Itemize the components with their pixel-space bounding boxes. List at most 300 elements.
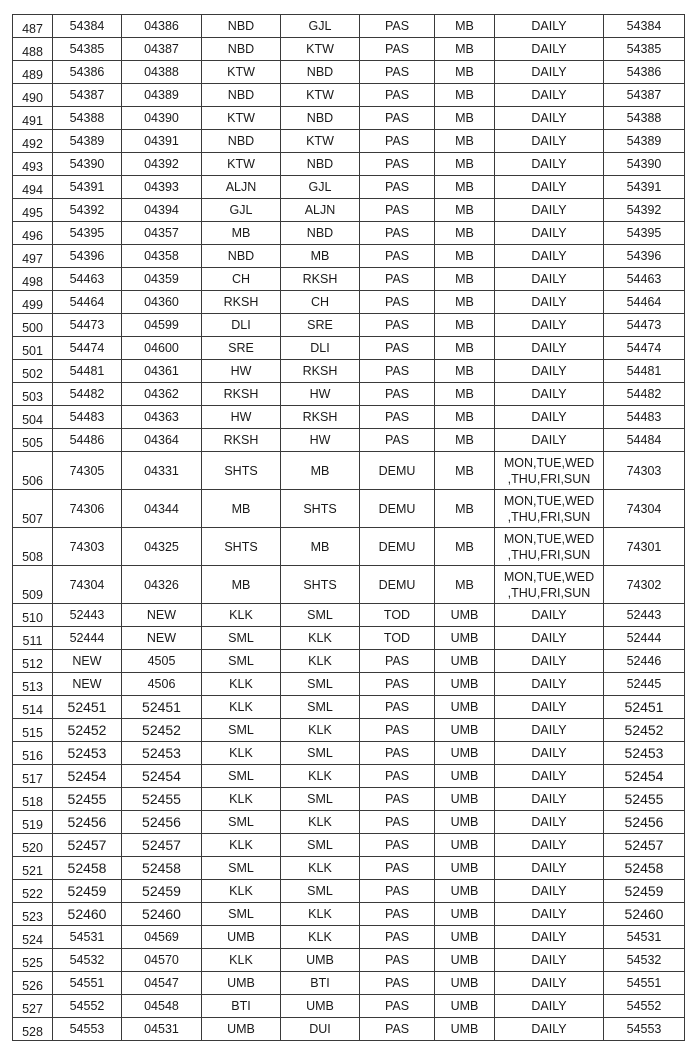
from-station-cell: KTW: [202, 107, 281, 130]
old-train-number-cell: 04531: [122, 1018, 202, 1041]
new-train-number-cell: 54387: [604, 84, 685, 107]
train-number-cell: 54532: [53, 949, 122, 972]
train-type-cell: PAS: [360, 383, 435, 406]
new-train-number-cell: 54481: [604, 360, 685, 383]
table-row: [13, 153, 685, 176]
from-station-cell: SML: [202, 903, 281, 926]
days-of-run-cell: DAILY: [495, 291, 604, 314]
new-train-number-cell: 52459: [604, 880, 685, 903]
days-of-run-cell: MON,TUE,WED ,THU,FRI,SUN: [495, 490, 604, 528]
days-of-run-cell: DAILY: [495, 880, 604, 903]
new-train-number-cell: 54551: [604, 972, 685, 995]
table-row: [13, 903, 685, 926]
days-of-run-cell: DAILY: [495, 38, 604, 61]
from-station-cell: NBD: [202, 38, 281, 61]
table-row: [13, 673, 685, 696]
zone-cell: UMB: [435, 880, 495, 903]
days-of-run-cell: DAILY: [495, 926, 604, 949]
serial-number-cell: 520: [13, 834, 53, 857]
zone-cell: MB: [435, 490, 495, 528]
from-station-cell: NBD: [202, 130, 281, 153]
serial-number-cell: 511: [13, 627, 53, 650]
table-row: [13, 834, 685, 857]
serial-number-cell: 490: [13, 84, 53, 107]
from-station-cell: SHTS: [202, 452, 281, 490]
days-of-run-cell: DAILY: [495, 719, 604, 742]
old-train-number-cell: 4505: [122, 650, 202, 673]
zone-cell: UMB: [435, 811, 495, 834]
to-station-cell: NBD: [281, 153, 360, 176]
old-train-number-cell: 52459: [122, 880, 202, 903]
train-number-cell: 74306: [53, 490, 122, 528]
to-station-cell: UMB: [281, 995, 360, 1018]
to-station-cell: KLK: [281, 765, 360, 788]
train-type-cell: PAS: [360, 15, 435, 38]
days-of-run-cell: DAILY: [495, 972, 604, 995]
train-type-cell: PAS: [360, 742, 435, 765]
train-number-cell: 74303: [53, 528, 122, 566]
table-row: [13, 627, 685, 650]
train-type-cell: TOD: [360, 604, 435, 627]
train-type-cell: PAS: [360, 199, 435, 222]
from-station-cell: SRE: [202, 337, 281, 360]
old-train-number-cell: 04392: [122, 153, 202, 176]
old-train-number-cell: 52455: [122, 788, 202, 811]
train-number-cell: 54486: [53, 429, 122, 452]
from-station-cell: UMB: [202, 972, 281, 995]
old-train-number-cell: 04393: [122, 176, 202, 199]
from-station-cell: HW: [202, 406, 281, 429]
new-train-number-cell: 54396: [604, 245, 685, 268]
table-row: [13, 245, 685, 268]
zone-cell: UMB: [435, 650, 495, 673]
days-of-run-cell: DAILY: [495, 811, 604, 834]
new-train-number-cell: 54388: [604, 107, 685, 130]
serial-number-cell: 492: [13, 130, 53, 153]
from-station-cell: SML: [202, 627, 281, 650]
to-station-cell: CH: [281, 291, 360, 314]
zone-cell: UMB: [435, 627, 495, 650]
days-of-run-cell: DAILY: [495, 383, 604, 406]
train-type-cell: PAS: [360, 673, 435, 696]
days-of-run-cell: DAILY: [495, 176, 604, 199]
from-station-cell: UMB: [202, 926, 281, 949]
table-row: [13, 788, 685, 811]
train-number-cell: 74305: [53, 452, 122, 490]
old-train-number-cell: NEW: [122, 604, 202, 627]
new-train-number-cell: 74304: [604, 490, 685, 528]
zone-cell: MB: [435, 429, 495, 452]
new-train-number-cell: 54484: [604, 429, 685, 452]
serial-number-cell: 498: [13, 268, 53, 291]
zone-cell: UMB: [435, 972, 495, 995]
serial-number-cell: 526: [13, 972, 53, 995]
train-type-cell: DEMU: [360, 566, 435, 604]
new-train-number-cell: 54395: [604, 222, 685, 245]
zone-cell: UMB: [435, 788, 495, 811]
old-train-number-cell: 04326: [122, 566, 202, 604]
days-of-run-cell: DAILY: [495, 604, 604, 627]
to-station-cell: SML: [281, 880, 360, 903]
new-train-number-cell: 74303: [604, 452, 685, 490]
new-train-number-cell: 52455: [604, 788, 685, 811]
to-station-cell: SML: [281, 604, 360, 627]
new-train-number-cell: 54391: [604, 176, 685, 199]
serial-number-cell: 525: [13, 949, 53, 972]
table-row: [13, 268, 685, 291]
train-type-cell: PAS: [360, 38, 435, 61]
zone-cell: MB: [435, 268, 495, 291]
serial-number-cell: 516: [13, 742, 53, 765]
table-row: [13, 84, 685, 107]
days-of-run-cell: MON,TUE,WED ,THU,FRI,SUN: [495, 528, 604, 566]
zone-cell: MB: [435, 84, 495, 107]
days-of-run-cell: MON,TUE,WED ,THU,FRI,SUN: [495, 452, 604, 490]
to-station-cell: RKSH: [281, 268, 360, 291]
new-train-number-cell: 54385: [604, 38, 685, 61]
to-station-cell: KTW: [281, 38, 360, 61]
train-type-cell: TOD: [360, 627, 435, 650]
table-row: [13, 199, 685, 222]
new-train-number-cell: 52456: [604, 811, 685, 834]
serial-number-cell: 488: [13, 38, 53, 61]
old-train-number-cell: 04388: [122, 61, 202, 84]
old-train-number-cell: 04344: [122, 490, 202, 528]
to-station-cell: HW: [281, 383, 360, 406]
zone-cell: MB: [435, 107, 495, 130]
table-row: [13, 383, 685, 406]
zone-cell: MB: [435, 222, 495, 245]
serial-number-cell: 515: [13, 719, 53, 742]
table-row: [13, 742, 685, 765]
old-train-number-cell: 04394: [122, 199, 202, 222]
to-station-cell: NBD: [281, 222, 360, 245]
new-train-number-cell: 74301: [604, 528, 685, 566]
serial-number-cell: 504: [13, 406, 53, 429]
from-station-cell: MB: [202, 490, 281, 528]
zone-cell: MB: [435, 130, 495, 153]
old-train-number-cell: 04386: [122, 15, 202, 38]
zone-cell: UMB: [435, 834, 495, 857]
table-row: [13, 528, 685, 566]
to-station-cell: MB: [281, 528, 360, 566]
train-type-cell: PAS: [360, 972, 435, 995]
from-station-cell: SHTS: [202, 528, 281, 566]
to-station-cell: RKSH: [281, 406, 360, 429]
old-train-number-cell: 04391: [122, 130, 202, 153]
new-train-number-cell: 52453: [604, 742, 685, 765]
train-type-cell: PAS: [360, 429, 435, 452]
serial-number-cell: 487: [13, 15, 53, 38]
train-number-cell: 54395: [53, 222, 122, 245]
table-row: [13, 337, 685, 360]
train-type-cell: PAS: [360, 406, 435, 429]
zone-cell: MB: [435, 360, 495, 383]
old-train-number-cell: 04570: [122, 949, 202, 972]
from-station-cell: KLK: [202, 880, 281, 903]
old-train-number-cell: 04548: [122, 995, 202, 1018]
new-train-number-cell: 52451: [604, 696, 685, 719]
table-row: [13, 61, 685, 84]
days-of-run-cell: DAILY: [495, 130, 604, 153]
new-train-number-cell: 52452: [604, 719, 685, 742]
zone-cell: MB: [435, 153, 495, 176]
train-type-cell: PAS: [360, 153, 435, 176]
old-train-number-cell: 04569: [122, 926, 202, 949]
days-of-run-cell: DAILY: [495, 406, 604, 429]
serial-number-cell: 500: [13, 314, 53, 337]
serial-number-cell: 499: [13, 291, 53, 314]
days-of-run-cell: DAILY: [495, 61, 604, 84]
train-number-cell: 52453: [53, 742, 122, 765]
train-number-cell: NEW: [53, 650, 122, 673]
old-train-number-cell: 52454: [122, 765, 202, 788]
from-station-cell: KLK: [202, 673, 281, 696]
from-station-cell: KLK: [202, 834, 281, 857]
serial-number-cell: 518: [13, 788, 53, 811]
train-type-cell: PAS: [360, 291, 435, 314]
zone-cell: MB: [435, 528, 495, 566]
days-of-run-cell: DAILY: [495, 84, 604, 107]
train-number-cell: 54389: [53, 130, 122, 153]
table-row: [13, 490, 685, 528]
to-station-cell: BTI: [281, 972, 360, 995]
new-train-number-cell: 54384: [604, 15, 685, 38]
zone-cell: UMB: [435, 857, 495, 880]
serial-number-cell: 528: [13, 1018, 53, 1041]
train-number-cell: 54551: [53, 972, 122, 995]
serial-number-cell: 505: [13, 429, 53, 452]
train-type-cell: PAS: [360, 130, 435, 153]
from-station-cell: KLK: [202, 604, 281, 627]
train-number-cell: 52459: [53, 880, 122, 903]
days-of-run-cell: DAILY: [495, 627, 604, 650]
zone-cell: UMB: [435, 949, 495, 972]
train-number-cell: 52452: [53, 719, 122, 742]
train-number-cell: 54387: [53, 84, 122, 107]
train-type-cell: PAS: [360, 880, 435, 903]
to-station-cell: KLK: [281, 857, 360, 880]
train-number-cell: 54473: [53, 314, 122, 337]
zone-cell: MB: [435, 15, 495, 38]
train-number-cell: 52444: [53, 627, 122, 650]
train-number-cell: 54385: [53, 38, 122, 61]
old-train-number-cell: 04331: [122, 452, 202, 490]
table-row: [13, 176, 685, 199]
old-train-number-cell: NEW: [122, 627, 202, 650]
to-station-cell: NBD: [281, 107, 360, 130]
serial-number-cell: 517: [13, 765, 53, 788]
days-of-run-cell: DAILY: [495, 696, 604, 719]
serial-number-cell: 523: [13, 903, 53, 926]
zone-cell: UMB: [435, 604, 495, 627]
from-station-cell: GJL: [202, 199, 281, 222]
train-type-cell: PAS: [360, 788, 435, 811]
to-station-cell: UMB: [281, 949, 360, 972]
days-of-run-cell: DAILY: [495, 222, 604, 245]
from-station-cell: HW: [202, 360, 281, 383]
zone-cell: MB: [435, 176, 495, 199]
days-of-run-cell: DAILY: [495, 788, 604, 811]
old-train-number-cell: 04364: [122, 429, 202, 452]
train-type-cell: PAS: [360, 61, 435, 84]
table-row: [13, 222, 685, 245]
days-of-run-cell: DAILY: [495, 995, 604, 1018]
zone-cell: UMB: [435, 765, 495, 788]
serial-number-cell: 507: [13, 490, 53, 528]
table-row: [13, 765, 685, 788]
from-station-cell: SML: [202, 811, 281, 834]
train-type-cell: PAS: [360, 949, 435, 972]
train-number-cell: 54388: [53, 107, 122, 130]
to-station-cell: SML: [281, 673, 360, 696]
to-station-cell: DUI: [281, 1018, 360, 1041]
train-number-cell: 54392: [53, 199, 122, 222]
new-train-number-cell: 52445: [604, 673, 685, 696]
zone-cell: MB: [435, 383, 495, 406]
days-of-run-cell: DAILY: [495, 765, 604, 788]
serial-number-cell: 519: [13, 811, 53, 834]
zone-cell: MB: [435, 245, 495, 268]
to-station-cell: KLK: [281, 903, 360, 926]
new-train-number-cell: 52444: [604, 627, 685, 650]
days-of-run-cell: DAILY: [495, 15, 604, 38]
table-row: [13, 566, 685, 604]
train-type-cell: PAS: [360, 107, 435, 130]
to-station-cell: SML: [281, 788, 360, 811]
to-station-cell: SML: [281, 834, 360, 857]
from-station-cell: MB: [202, 222, 281, 245]
serial-number-cell: 524: [13, 926, 53, 949]
days-of-run-cell: DAILY: [495, 314, 604, 337]
to-station-cell: SRE: [281, 314, 360, 337]
table-row: [13, 314, 685, 337]
serial-number-cell: 506: [13, 452, 53, 490]
train-type-cell: PAS: [360, 696, 435, 719]
days-of-run-cell: DAILY: [495, 857, 604, 880]
from-station-cell: SML: [202, 857, 281, 880]
train-type-cell: PAS: [360, 650, 435, 673]
days-of-run-cell: DAILY: [495, 245, 604, 268]
train-type-cell: PAS: [360, 834, 435, 857]
old-train-number-cell: 04360: [122, 291, 202, 314]
new-train-number-cell: 54553: [604, 1018, 685, 1041]
train-type-cell: PAS: [360, 337, 435, 360]
train-number-cell: 54390: [53, 153, 122, 176]
table-row: [13, 719, 685, 742]
train-type-cell: PAS: [360, 84, 435, 107]
train-number-cell: 52455: [53, 788, 122, 811]
to-station-cell: MB: [281, 452, 360, 490]
train-number-cell: 54396: [53, 245, 122, 268]
from-station-cell: MB: [202, 566, 281, 604]
zone-cell: MB: [435, 452, 495, 490]
table-row: [13, 406, 685, 429]
table-row: [13, 429, 685, 452]
to-station-cell: MB: [281, 245, 360, 268]
new-train-number-cell: 54386: [604, 61, 685, 84]
from-station-cell: BTI: [202, 995, 281, 1018]
zone-cell: UMB: [435, 742, 495, 765]
new-train-number-cell: 54474: [604, 337, 685, 360]
new-train-number-cell: 54473: [604, 314, 685, 337]
serial-number-cell: 512: [13, 650, 53, 673]
to-station-cell: GJL: [281, 176, 360, 199]
train-number-cell: NEW: [53, 673, 122, 696]
train-type-cell: PAS: [360, 926, 435, 949]
to-station-cell: SHTS: [281, 566, 360, 604]
from-station-cell: ALJN: [202, 176, 281, 199]
new-train-number-cell: 54531: [604, 926, 685, 949]
table-row: [13, 949, 685, 972]
to-station-cell: ALJN: [281, 199, 360, 222]
new-train-number-cell: 52458: [604, 857, 685, 880]
train-type-cell: DEMU: [360, 490, 435, 528]
old-train-number-cell: 04357: [122, 222, 202, 245]
days-of-run-cell: DAILY: [495, 268, 604, 291]
train-number-cell: 54483: [53, 406, 122, 429]
to-station-cell: SHTS: [281, 490, 360, 528]
zone-cell: MB: [435, 566, 495, 604]
train-type-cell: PAS: [360, 360, 435, 383]
zone-cell: UMB: [435, 673, 495, 696]
train-number-cell: 52460: [53, 903, 122, 926]
train-number-cell: 54463: [53, 268, 122, 291]
days-of-run-cell: DAILY: [495, 903, 604, 926]
train-type-cell: PAS: [360, 719, 435, 742]
train-number-cell: 52451: [53, 696, 122, 719]
train-number-cell: 54482: [53, 383, 122, 406]
table-row: [13, 360, 685, 383]
new-train-number-cell: 54552: [604, 995, 685, 1018]
old-train-number-cell: 04358: [122, 245, 202, 268]
from-station-cell: RKSH: [202, 429, 281, 452]
train-number-cell: 74304: [53, 566, 122, 604]
days-of-run-cell: MON,TUE,WED ,THU,FRI,SUN: [495, 566, 604, 604]
serial-number-cell: 495: [13, 199, 53, 222]
train-number-cell: 54384: [53, 15, 122, 38]
old-train-number-cell: 04389: [122, 84, 202, 107]
old-train-number-cell: 04387: [122, 38, 202, 61]
train-number-cell: 54531: [53, 926, 122, 949]
old-train-number-cell: 04361: [122, 360, 202, 383]
train-number-cell: 54552: [53, 995, 122, 1018]
new-train-number-cell: 52460: [604, 903, 685, 926]
zone-cell: UMB: [435, 995, 495, 1018]
table-row: [13, 696, 685, 719]
to-station-cell: GJL: [281, 15, 360, 38]
zone-cell: UMB: [435, 926, 495, 949]
zone-cell: UMB: [435, 719, 495, 742]
from-station-cell: SML: [202, 765, 281, 788]
serial-number-cell: 510: [13, 604, 53, 627]
train-number-cell: 54481: [53, 360, 122, 383]
days-of-run-cell: DAILY: [495, 429, 604, 452]
train-type-cell: PAS: [360, 245, 435, 268]
old-train-number-cell: 04600: [122, 337, 202, 360]
serial-number-cell: 502: [13, 360, 53, 383]
train-number-cell: 54474: [53, 337, 122, 360]
days-of-run-cell: DAILY: [495, 650, 604, 673]
serial-number-cell: 501: [13, 337, 53, 360]
zone-cell: MB: [435, 61, 495, 84]
to-station-cell: SML: [281, 696, 360, 719]
train-number-cell: 54553: [53, 1018, 122, 1041]
to-station-cell: RKSH: [281, 360, 360, 383]
table-row: [13, 107, 685, 130]
train-type-cell: PAS: [360, 176, 435, 199]
table-row: [13, 38, 685, 61]
